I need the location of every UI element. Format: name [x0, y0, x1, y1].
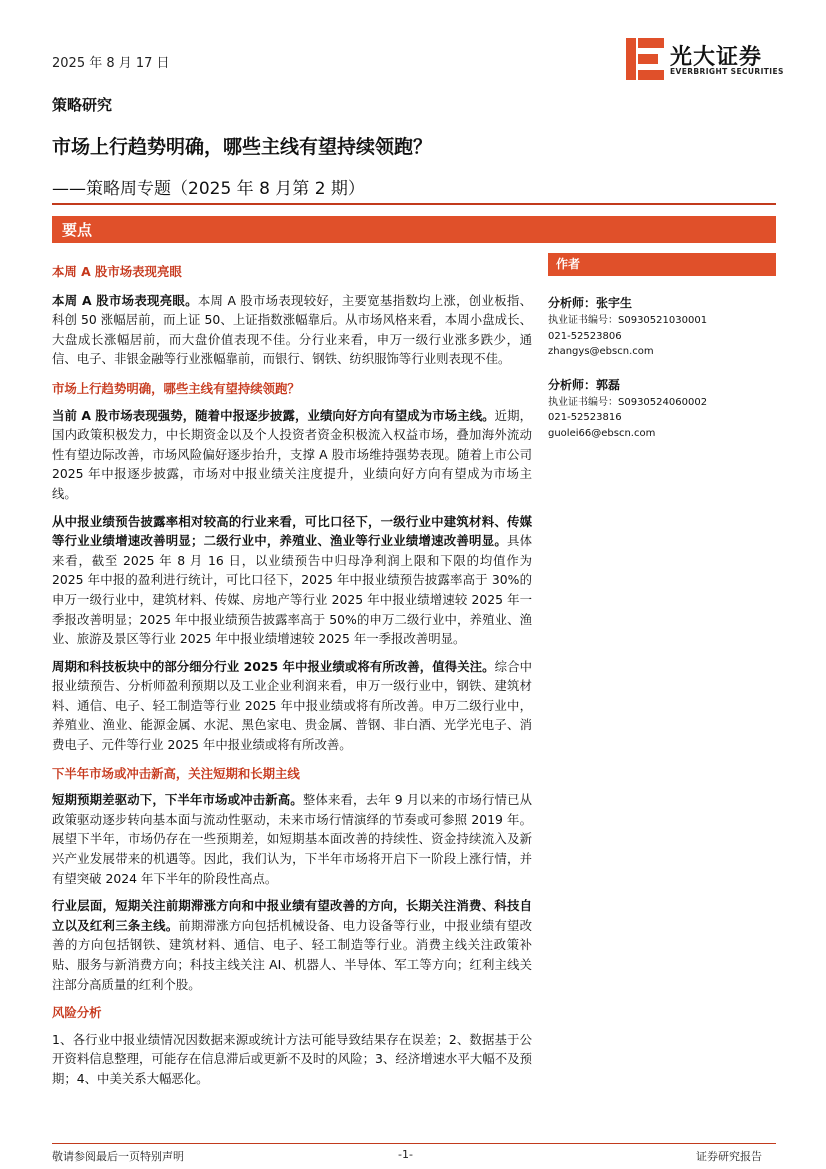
- main-content: [52, 262, 532, 1089]
- paragraph-text: 前期滞涨方向包括机械设备、电力设备等行业，中报业绩有望改善的方向包括钢铁、建筑材料、通信、电子、轻工制造等行业。消费主线关注政策补贴、服务与新消费方向；科技主线关注 AI、机器人、半导体、军工等方向；红利主线关注部分高质量的红利个股。: [52, 917, 533, 992]
- paragraph: [52, 896, 532, 994]
- paragraph: [52, 512, 532, 649]
- footer-disclaimer: 敬请参阅最后一页特别声明: [52, 1150, 184, 1163]
- section-heading: 风险分析: [52, 1005, 102, 1021]
- paragraph-lead: 本周 A 股市场表现亮眼。: [52, 292, 198, 308]
- paragraph-lead: 当前 A 股市场表现强势，随着中报逐步披露，业绩向好方向有望成为市场主线。: [52, 407, 495, 423]
- paragraph-text: 综合中报业绩预告、分析师盈利预期以及工业企业利润来看，申万一级行业中，钢铁、建筑材料、通信、电子、轻工制造等行业 2025 年中报业绩或将有所改善。申万二级行业中，养殖业、渔业、能源金属、水泥、黑色家电、贵金属、普钢、非白酒、光学光电子、消费电子、元件等行业 2025 年中报业绩或将有所改善。: [52, 658, 532, 753]
- analyst-license: 执业证书编号：S0930521030001: [548, 315, 708, 326]
- author-sidebar: [548, 253, 776, 441]
- report-title: 市场上行趋势明确，哪些主线有望持续领跑？: [52, 136, 433, 158]
- key-points-label: 要点: [62, 221, 93, 239]
- title-divider: [52, 203, 776, 205]
- paragraph-text: 整体来看，去年 9 月以来的市场行情已从政策驱动逐步转向基本面与流动性驱动，未来市场行情演绎的节奏或可参照 2019 年。展望下半年，市场仍存在一些预期差，如短期基本面改善的持续性、资金持续流入及新兴产业发展带来的机遇等。因此，我们认为，下半年市场将开启下一阶段上涨行情，并有望突破 2024 年下半年的阶段性高点。: [52, 792, 532, 886]
- paragraph: [52, 1030, 532, 1089]
- analyst-name: 分析师：郭磊: [548, 377, 621, 392]
- analyst-email[interactable]: guolei66@ebscn.com: [548, 427, 656, 439]
- paragraph-text: 近期，国内政策积极发力，中长期资金以及个人投资者资金积极流入权益市场，叠加海外流动性有望边际改善，市场风险偏好逐步抬升，支撑 A 股市场维持强势表现。随着上市公司 2025 年中报逐步披露，市场对中报业绩关注度提升，业绩向好方向有望成为市场主线。: [52, 407, 533, 501]
- analyst-license: 执业证书编号：S0930524060002: [548, 396, 708, 408]
- key-points-bar: [52, 216, 776, 243]
- paragraph-lead: 行业层面，短期关注前期滞涨方向和中报业绩有望改善的方向，长期关注消费、科技自立以及红利三条主线。: [52, 898, 532, 933]
- everbright-logo-icon: [626, 38, 666, 80]
- paragraph-text: 1、各行业中报业绩情况因数据来源或统计方法可能导致结果存在误差；2、数据基于公开资料信息整理，可能存在信息滞后或更新不及时的风险；3、经济增速水平大幅不及预期；4、中美关系大幅恶化。: [52, 1031, 532, 1086]
- section-heading: 下半年市场或冲击新高，关注短期和长期主线: [52, 765, 300, 781]
- footer-report-type: 证券研究报告: [696, 1150, 762, 1163]
- paragraph: [52, 790, 532, 888]
- paragraph: [52, 291, 532, 369]
- report-subtitle: ——策略周专题（2025 年 8 月第 2 期）: [52, 179, 365, 199]
- footer-divider: [52, 1143, 776, 1144]
- paragraph: [52, 406, 532, 504]
- logo-text-cn: 光大证券: [670, 45, 763, 70]
- author-label: 作者: [548, 253, 776, 276]
- section-heading: 市场上行趋势明确，哪些主线有望持续领跑？: [52, 380, 300, 396]
- paragraph-text: 具体来看，截至 2025 年 8 月 16 日，以业绩预告中归母净利润上限和下限的均值作为 2025 年中报的盈利进行统计，可比口径下，2025 年中报业绩预告披露率高于 30%的申万一级行业中，建筑材料、传媒、房地产等行业 2025 年中报业绩增速较 2025 年一季报改善明显；2025 年中报业绩预告披露率高于 50%的申万二级行业中，养殖业、渔业、旅游及景区等行业 2025 年中报业绩增速较 2025 年一季报改善明显。: [52, 533, 533, 647]
- paragraph-lead: 短期预期差驱动下，下半年市场或冲击新高。: [52, 792, 303, 808]
- paragraph-lead: 从中报业绩预告披露率相对较高的行业来看，可比口径下，一级行业中建筑材料、传媒等行业业绩增速改善明显；二级行业中，养殖业、渔业等行业业绩增速改善明显。: [52, 513, 532, 549]
- report-date: 2025 年 8 月 17 日: [52, 56, 170, 71]
- page-number: -1-: [398, 1148, 413, 1161]
- analyst-phone: 021-52523806: [548, 330, 622, 342]
- analyst-name: 分析师：张宇生: [548, 296, 633, 310]
- analyst-email[interactable]: zhangys@ebscn.com: [548, 346, 654, 357]
- paragraph: [52, 657, 532, 755]
- paragraph-lead: 周期和科技板块中的部分细分行业 2025 年中报业绩或将有所改善，值得关注。: [52, 658, 495, 674]
- section-heading: 本周 A 股市场表现亮眼: [52, 264, 182, 279]
- analyst-phone: 021-52523816: [548, 412, 622, 423]
- report-category: 策略研究: [52, 96, 113, 114]
- paragraph-text: 本周 A 股市场表现较好，主要宽基指数均上涨，创业板指、科创 50 涨幅居前，而上证 50、上证指数涨幅靠后。从市场风格来看，本周小盘成长、大盘成长涨幅居前，而大盘价值表现不佳。分行业来看，申万一级行业涨多跌少，通信、电子、非银金融等行业涨幅靠前，而银行、钢铁、纺织服饰等行业则表现不佳。: [52, 292, 533, 367]
- logo-text-en: EVERBRIGHT SECURITIES: [670, 67, 784, 76]
